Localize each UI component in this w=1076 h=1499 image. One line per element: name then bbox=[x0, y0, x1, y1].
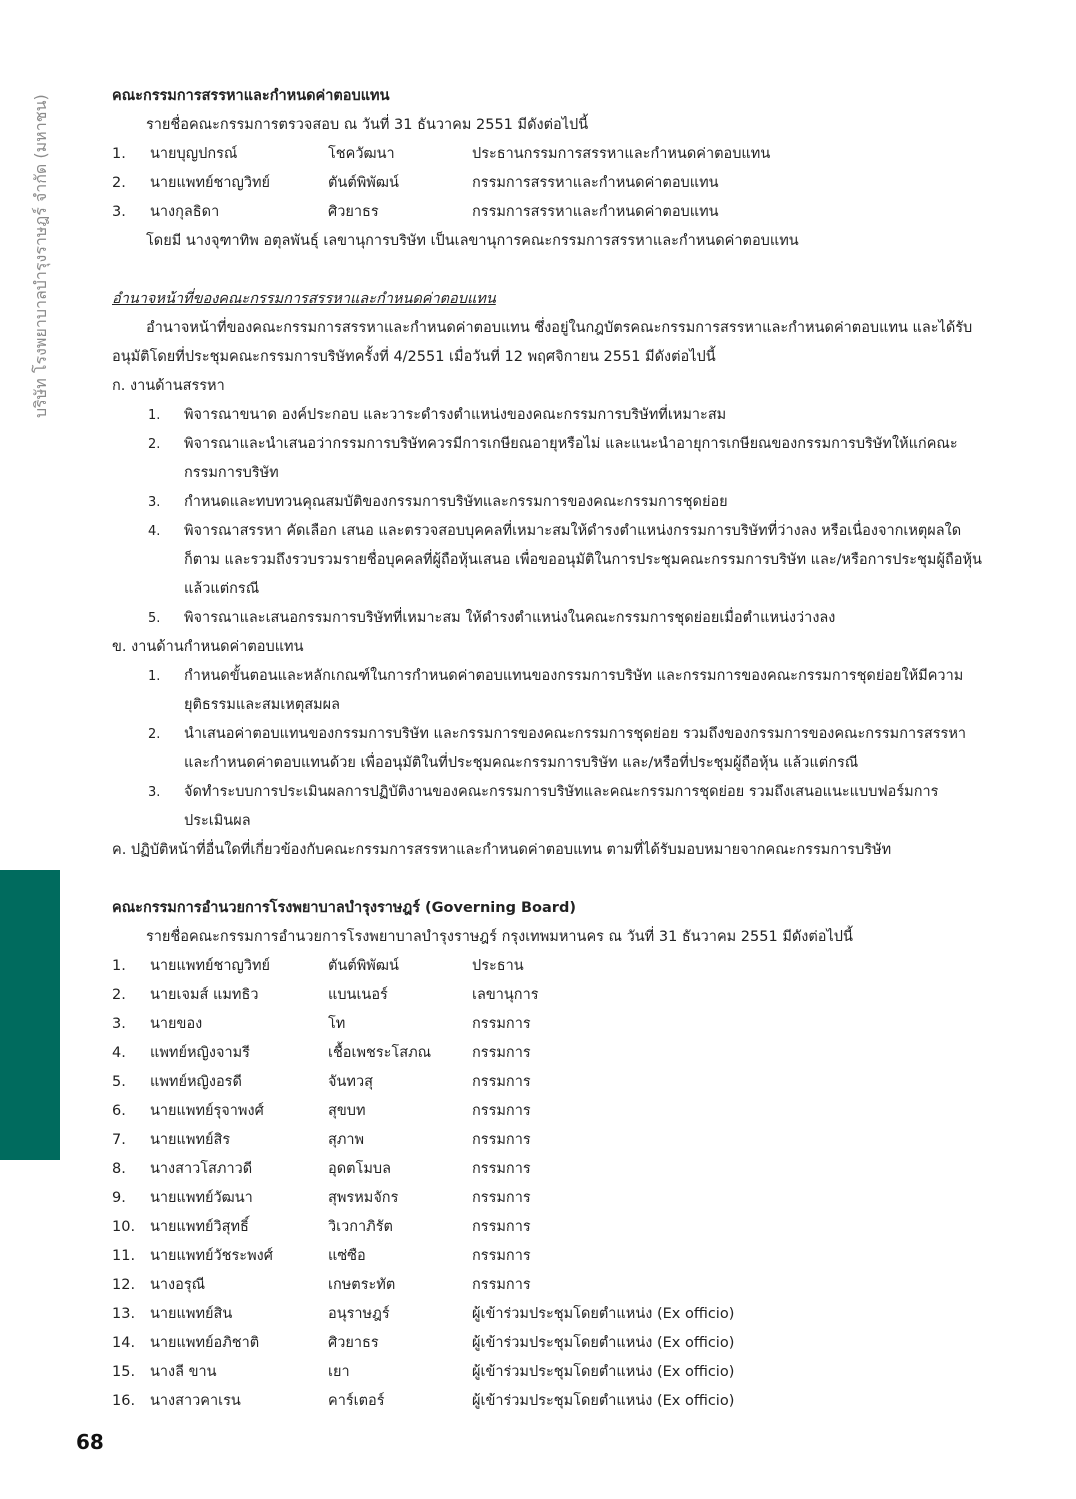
member-number: 10. bbox=[112, 1219, 136, 1235]
member-first-name: แพทย์หญิงอรดี bbox=[150, 1074, 242, 1090]
member-role: ผู้เข้าร่วมประชุมโดยตำแหน่ง (Ex officio) bbox=[472, 1393, 735, 1409]
member-role: ผู้เข้าร่วมประชุมโดยตำแหน่ง (Ex officio) bbox=[472, 1335, 735, 1351]
item-text: พิจารณาขนาด องค์ประกอบ และวาระดำรงตำแหน่งของคณะกรรมการบริษัทที่เหมาะสม bbox=[184, 407, 727, 423]
member-last-name: ศิวยาธร bbox=[328, 1335, 379, 1351]
list-item bbox=[112, 488, 982, 517]
member-number: 6. bbox=[112, 1103, 126, 1119]
list-item bbox=[112, 517, 982, 604]
member-role: กรรมการ bbox=[472, 1132, 531, 1148]
item-number: 1. bbox=[148, 669, 161, 684]
member-number: 3. bbox=[112, 204, 126, 220]
member-role: กรรมการ bbox=[472, 1190, 531, 1206]
member-role: เลขานุการ bbox=[472, 987, 539, 1003]
member-row bbox=[112, 198, 982, 227]
duties-intro: อำนาจหน้าที่ของคณะกรรมการสรรหาและกำหนดค่าตอบแทน ซึ่งอยู่ในกฎบัตรคณะกรรมการสรรหาและกำหนดค่าตอบแทน และได้รับอนุมัติโดยที่ประชุมคณะกรรมการบริษัทครั้งที่ 4/2551 เมื่อวันที่ 12 พฤศจิกายน 2551 มีดังต่อไปนี้ bbox=[112, 320, 973, 365]
member-row bbox=[112, 140, 982, 169]
member-first-name: นายแพทย์ชาญวิทย์ bbox=[150, 958, 271, 974]
member-role: กรรมการ bbox=[472, 1248, 531, 1264]
section-a-list bbox=[112, 401, 982, 633]
member-row bbox=[112, 1126, 982, 1155]
nomination-secretary-note: โดยมี นางจุฑาทิพ อตุลพันธุ์ เลขานุการบริษัท เป็นเลขานุการคณะกรรมการสรรหาและกำหนดค่าตอบแทน bbox=[146, 233, 799, 249]
member-role: กรรมการ bbox=[472, 1074, 531, 1090]
member-last-name: คาร์เตอร์ bbox=[328, 1393, 385, 1409]
member-first-name: นายแพทย์วัชระพงศ์ bbox=[150, 1248, 273, 1264]
member-last-name: ตันต์พิพัฒน์ bbox=[328, 175, 399, 191]
green-side-tab bbox=[0, 870, 60, 1160]
member-row bbox=[112, 1329, 982, 1358]
duties-heading: อำนาจหน้าที่ของคณะกรรมการสรรหาและกำหนดค่าตอบแทน bbox=[112, 291, 496, 307]
member-first-name: นายแพทย์วิสุทธิ์ bbox=[150, 1219, 249, 1235]
member-first-name: นางกุลธิดา bbox=[150, 204, 220, 220]
member-last-name: แซ่ซือ bbox=[328, 1248, 366, 1264]
member-last-name: ตันต์พิพัฒน์ bbox=[328, 958, 399, 974]
member-first-name: นายเจมส์ แมทธิว bbox=[150, 987, 259, 1003]
member-last-name: โชควัฒนา bbox=[328, 146, 395, 162]
spacer bbox=[112, 256, 982, 285]
item-text: กำหนดและทบทวนคุณสมบัติของกรรมการบริษัทและกรรมการของคณะกรรมการชุดย่อย bbox=[184, 494, 728, 510]
member-last-name: สุพรหมจักร bbox=[328, 1190, 399, 1206]
member-number: 9. bbox=[112, 1190, 126, 1206]
item-number: 3. bbox=[148, 495, 161, 510]
member-first-name: นายแพทย์สิร bbox=[150, 1132, 231, 1148]
member-number: 13. bbox=[112, 1306, 136, 1322]
member-role: กรรมการสรรหาและกำหนดค่าตอบแทน bbox=[472, 175, 719, 191]
governing-heading: คณะกรรมการอำนวยการโรงพยาบาลบำรุงราษฎร์ (Governing Board) bbox=[112, 900, 576, 916]
member-row bbox=[112, 1387, 982, 1416]
member-number: 5. bbox=[112, 1074, 126, 1090]
member-last-name: ศิวยาธร bbox=[328, 204, 379, 220]
list-item bbox=[112, 430, 982, 488]
item-number: 5. bbox=[148, 611, 161, 626]
member-first-name: นางสาวคาเรน bbox=[150, 1393, 241, 1409]
member-first-name: นางลี ขาน bbox=[150, 1364, 217, 1380]
spacer bbox=[112, 865, 982, 894]
member-last-name: เยา bbox=[328, 1364, 350, 1380]
member-last-name: เกษตระทัต bbox=[328, 1277, 396, 1293]
item-text: พิจารณาสรรหา คัดเลือก เสนอ และตรวจสอบบุคคลที่เหมาะสมให้ดำรงตำแหน่งกรรมการบริษัทที่ว่างลง หรือเนื่องจากเหตุผลใดก็ตาม และรวมถึงรวบรวมรายชื่อบุคคลที่ผู้ถือหุ้นเสนอ เพื่อขออนุมัติในการประชุมคณะกรรมการบริษัท และ/หรือการประชุมผู้ถือหุ้น แล้วแต่กรณี bbox=[184, 523, 982, 597]
list-item bbox=[112, 401, 982, 430]
governing-member-list bbox=[112, 952, 982, 1416]
member-last-name: อุดตโมบล bbox=[328, 1161, 391, 1177]
member-number: 12. bbox=[112, 1277, 136, 1293]
member-role: กรรมการ bbox=[472, 1277, 531, 1293]
member-number: 15. bbox=[112, 1364, 136, 1380]
nomination-intro: รายชื่อคณะกรรมการตรวจสอบ ณ วันที่ 31 ธันวาคม 2551 มีดังต่อไปนี้ bbox=[146, 117, 589, 133]
section-b-title: ข. งานด้านกำหนดค่าตอบแทน bbox=[112, 639, 304, 655]
section-b-list bbox=[112, 662, 982, 836]
list-item bbox=[112, 778, 982, 836]
member-first-name: นายแพทย์วัฒนา bbox=[150, 1190, 253, 1206]
member-row bbox=[112, 1010, 982, 1039]
member-row bbox=[112, 981, 982, 1010]
item-text: พิจารณาและนำเสนอว่ากรรมการบริษัทควรมีการเกษียณอายุหรือไม่ และแนะนำอายุการเกษียณของกรรมการบริษัทให้แก่คณะกรรมการบริษัท bbox=[184, 436, 958, 481]
member-number: 1. bbox=[112, 958, 126, 974]
member-number: 1. bbox=[112, 146, 126, 162]
member-first-name: นายแพทย์รุจาพงศ์ bbox=[150, 1103, 264, 1119]
item-text: นำเสนอค่าตอบแทนของกรรมการบริษัท และกรรมการของคณะกรรมการชุดย่อย รวมถึงของกรรมการของคณะกรรมการสรรหาและกำหนดค่าตอบแทนด้วย เพื่ออนุมัติในที่ประชุมคณะกรรมการบริษัท และ/หรือที่ประชุมผู้ถือหุ้น แล้วแต่กรณี bbox=[184, 726, 967, 771]
member-role: กรรมการ bbox=[472, 1219, 531, 1235]
member-first-name: นายบุญปกรณ์ bbox=[150, 146, 238, 162]
member-role: ผู้เข้าร่วมประชุมโดยตำแหน่ง (Ex officio) bbox=[472, 1364, 735, 1380]
member-number: 2. bbox=[112, 987, 126, 1003]
member-row bbox=[112, 1097, 982, 1126]
member-last-name: อนุราษฎร์ bbox=[328, 1306, 390, 1322]
member-first-name: นางสาวโสภาวดี bbox=[150, 1161, 253, 1177]
section-a-title: ก. งานด้านสรรหา bbox=[112, 378, 225, 394]
member-first-name: นายของ bbox=[150, 1016, 203, 1032]
nomination-heading: คณะกรรมการสรรหาและกำหนดค่าตอบแทน bbox=[112, 88, 390, 104]
member-last-name: สุขบท bbox=[328, 1103, 366, 1119]
list-item bbox=[112, 604, 982, 633]
member-number: 16. bbox=[112, 1393, 136, 1409]
member-row bbox=[112, 1155, 982, 1184]
member-row bbox=[112, 1213, 982, 1242]
member-row bbox=[112, 952, 982, 981]
member-first-name: นายแพทย์อภิชาติ bbox=[150, 1335, 260, 1351]
member-number: 7. bbox=[112, 1132, 126, 1148]
member-row bbox=[112, 1242, 982, 1271]
item-number: 1. bbox=[148, 408, 161, 423]
member-role: กรรมการสรรหาและกำหนดค่าตอบแทน bbox=[472, 204, 719, 220]
member-row bbox=[112, 1039, 982, 1068]
item-number: 4. bbox=[148, 524, 161, 539]
member-role: กรรมการ bbox=[472, 1016, 531, 1032]
member-row bbox=[112, 1358, 982, 1387]
member-first-name: นางอรุณี bbox=[150, 1277, 206, 1293]
member-last-name: โท bbox=[328, 1016, 346, 1032]
member-number: 11. bbox=[112, 1248, 136, 1264]
item-number: 2. bbox=[148, 437, 161, 452]
item-number: 2. bbox=[148, 727, 161, 742]
member-row bbox=[112, 169, 982, 198]
member-last-name: เชื้อเพชระโสภณ bbox=[328, 1045, 432, 1061]
member-first-name: แพทย์หญิงจามรี bbox=[150, 1045, 250, 1061]
item-text: กำหนดขั้นตอนและหลักเกณฑ์ในการกำหนดค่าตอบแทนของกรรมการบริษัท และกรรมการของคณะกรรมการชุดย่อยให้มีความยุติธรรมและสมเหตุสมผล bbox=[184, 668, 964, 713]
member-role: ผู้เข้าร่วมประชุมโดยตำแหน่ง (Ex officio) bbox=[472, 1306, 735, 1322]
member-number: 4. bbox=[112, 1045, 126, 1061]
member-last-name: แบนเนอร์ bbox=[328, 987, 388, 1003]
member-role: กรรมการ bbox=[472, 1103, 531, 1119]
list-item bbox=[112, 720, 982, 778]
member-role: กรรมการ bbox=[472, 1161, 531, 1177]
section-c-text: ค. ปฏิบัติหน้าที่อื่นใดที่เกี่ยวข้องกับคณะกรรมการสรรหาและกำหนดค่าตอบแทน ตามที่ได้รับมอบหมายจากคณะกรรมการบริษัท bbox=[112, 842, 892, 858]
sidebar-company-name: บริษัท โรงพยาบาลบำรุงราษฎร์ จำกัด (มหาชน) bbox=[31, 94, 50, 418]
item-number: 3. bbox=[148, 785, 161, 800]
nomination-member-list bbox=[112, 140, 982, 227]
item-text: พิจารณาและเสนอกรรมการบริษัทที่เหมาะสม ให้ดำรงตำแหน่งในคณะกรรมการชุดย่อยเมื่อตำแหน่งว่างลง bbox=[184, 610, 836, 626]
document-body bbox=[112, 82, 982, 1416]
member-row bbox=[112, 1184, 982, 1213]
member-row bbox=[112, 1068, 982, 1097]
member-number: 8. bbox=[112, 1161, 126, 1177]
member-number: 14. bbox=[112, 1335, 136, 1351]
member-number: 2. bbox=[112, 175, 126, 191]
member-last-name: จันทวสุ bbox=[328, 1074, 373, 1090]
member-role: กรรมการ bbox=[472, 1045, 531, 1061]
member-last-name: สุภาพ bbox=[328, 1132, 365, 1148]
member-role: ประธาน bbox=[472, 958, 524, 974]
member-first-name: นายแพทย์ชาญวิทย์ bbox=[150, 175, 271, 191]
list-item bbox=[112, 662, 982, 720]
member-row bbox=[112, 1300, 982, 1329]
member-number: 3. bbox=[112, 1016, 126, 1032]
member-first-name: นายแพทย์สิน bbox=[150, 1306, 233, 1322]
page-number: 68 bbox=[76, 1430, 104, 1454]
governing-intro: รายชื่อคณะกรรมการอำนวยการโรงพยาบาลบำรุงราษฎร์ กรุงเทพมหานคร ณ วันที่ 31 ธันวาคม 2551 มีดังต่อไปนี้ bbox=[146, 929, 853, 945]
member-row bbox=[112, 1271, 982, 1300]
member-last-name: วิเวกาภิรัต bbox=[328, 1219, 393, 1235]
item-text: จัดทำระบบการประเมินผลการปฏิบัติงานของคณะกรรมการบริษัทและคณะกรรมการชุดย่อย รวมถึงเสนอแนะแบบฟอร์มการประเมินผล bbox=[184, 784, 939, 829]
member-role: ประธานกรรมการสรรหาและกำหนดค่าตอบแทน bbox=[472, 146, 771, 162]
